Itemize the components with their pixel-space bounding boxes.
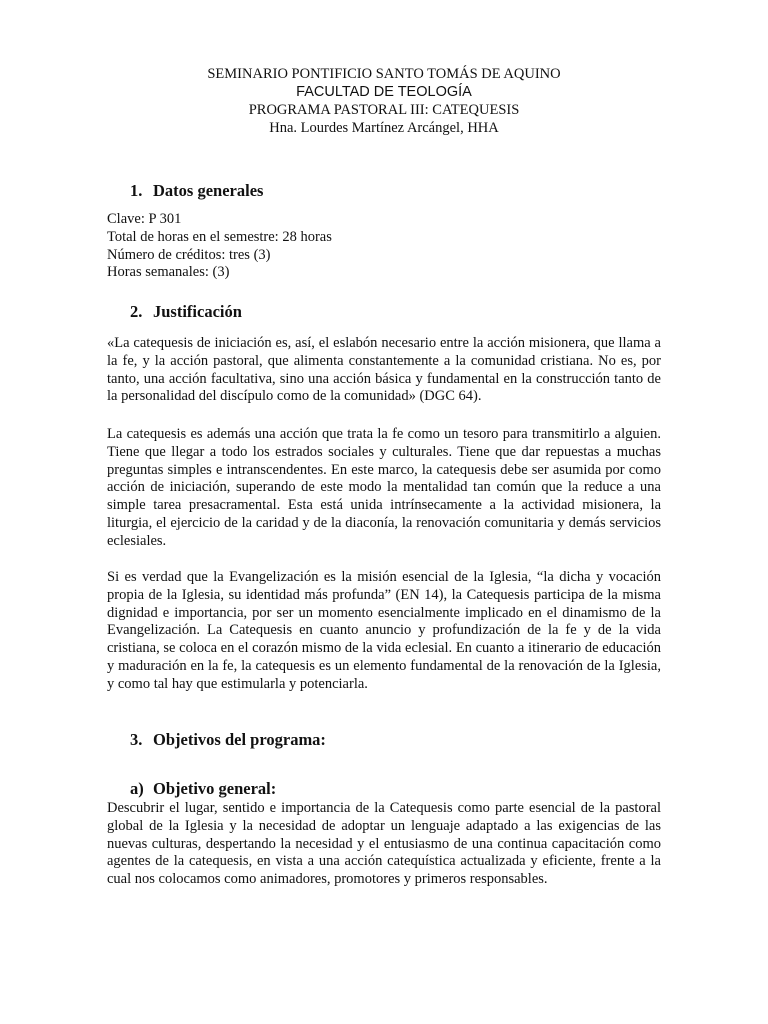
paragraph-text: Si es verdad que la Evangelización es la misión esencial de la Iglesia, “la dicha y vocación propia de la Iglesia, su identidad más profunda” (EN 14), la Catequesis participa de la misma dignidad e importancia, por ser un momento esencialmente implicado en el dinamismo de la Evangelización. La Catequesis en cuanto anuncio y profundización de la fe y de la vida cristiana, se coloca en el corazón mismo de la vida eclesial. En cuanto a itinerario de educación y maduración en la fe, la catequesis es un elemento fundamental de la renovación de la Iglesia, y como tal hay que estimularla y potenciarla. — [107, 569, 661, 692]
program-title: PROGRAMA PASTORAL III: CATEQUESIS — [248, 102, 520, 118]
subsection-title: Objetivo general: — [153, 779, 277, 798]
author-name: Hna. Lourdes Martínez Arcángel, HHA — [269, 120, 499, 136]
paragraph-text: «La catequesis de iniciación es, así, el eslabón necesario entre la acción misionera, que llama a la fe, y la acción pastoral, que alimenta constantemente a la comunidad cristiana. No es, por tanto, una acción facultativa, sino una acción básica y fundamental en la construcción tanto de la personalidad del discípulo como de la comunidad» (DGC 64). — [107, 335, 661, 405]
subsection-number: a) — [130, 779, 144, 798]
data-line-clave: Clave: P 301 — [107, 211, 182, 227]
justification-paragraph-1 — [107, 335, 661, 406]
general-data-list — [107, 211, 661, 282]
paragraph-text: La catequesis es además una acción que trata la fe como un tesoro para transmitirlo a alguien. Tiene que llegar a todo los estrados sociales y culturales. Tiene que dar repuestas a muchas preguntas simples e intranscendentes. En este marco, la catequesis debe ser asumida por como acción de iniciación, superando de este modo la mentalidad tan común que la reduce a una simple tarea presacramental. Esta está unida intrínsecamente a la actividad misionera, la liturgia, el ejercicio de la caridad y de la diaconía, la renovación comunitaria y demás servicios eclesiales. — [107, 426, 661, 549]
section-number: 3. — [130, 730, 143, 749]
paragraph-text: Descubrir el lugar, sentido e importancia de la Catequesis como parte esencial de la pastoral global de la Iglesia y la necesidad de adoptar un lenguaje adaptado a las exigencias de las nuevas culturas, despertando la necesidad y el entusiasmo de una continua capacitación como agentes de la catequesis, en vista a una acción catequística actualizada y eficiente, frente a la cual nos colocamos como animadores, promotores y primeros responsables. — [107, 800, 661, 888]
section-number: 1. — [130, 181, 143, 200]
section-heading-datos-generales — [130, 181, 263, 201]
objective-general-paragraph — [107, 800, 661, 889]
justification-paragraph-3 — [107, 569, 661, 694]
section-title: Objetivos del programa: — [153, 730, 326, 749]
institution-name: SEMINARIO PONTIFICIO SANTO TOMÁS DE AQUINO — [207, 66, 561, 82]
document-header — [0, 65, 768, 137]
data-line-horas-semanales: Horas semanales: (3) — [107, 264, 230, 281]
section-number: 2. — [130, 302, 143, 321]
data-line-total-horas: Total de horas en el semestre: 28 horas — [107, 228, 332, 245]
data-line-creditos: Número de créditos: tres (3) — [107, 246, 271, 263]
faculty-name: FACULTAD DE TEOLOGÍA — [296, 84, 472, 100]
subsection-heading-objetivo-general — [130, 779, 276, 799]
justification-paragraph-2 — [107, 426, 661, 551]
section-heading-objetivos — [130, 730, 326, 750]
section-heading-justificacion — [130, 302, 242, 322]
section-title: Datos generales — [153, 181, 264, 200]
section-title: Justificación — [153, 302, 242, 321]
